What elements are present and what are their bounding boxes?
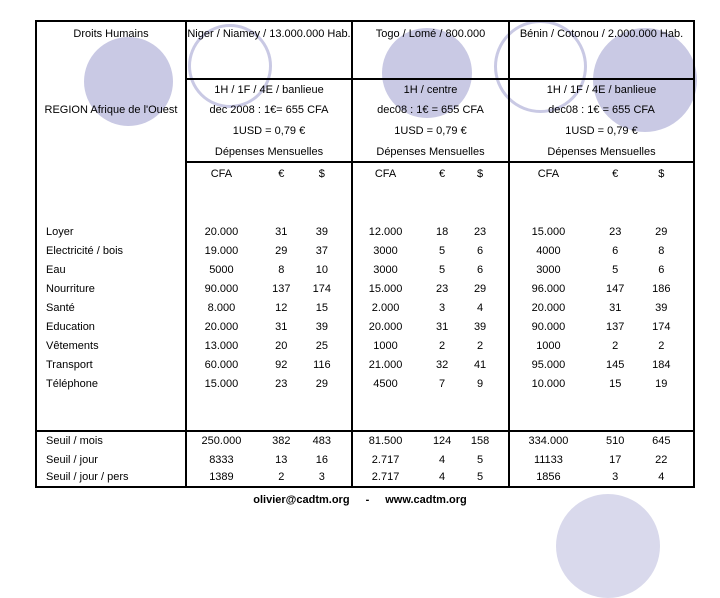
- currency-cfa: CFA: [210, 168, 233, 180]
- value-usd: 6: [477, 264, 484, 276]
- row-values-togo: [353, 356, 510, 375]
- value-eur: 31: [275, 226, 288, 238]
- household-benin: 1H / 1F / 4E / banlieue: [546, 84, 657, 96]
- value-usd: 6: [658, 264, 665, 276]
- value-eur: 510: [606, 435, 625, 447]
- value-cfa: 21.000: [368, 359, 403, 371]
- row-label: Transport: [37, 356, 187, 375]
- row-label: Electricité / bois: [37, 242, 187, 261]
- spacer-cell: [353, 185, 510, 223]
- value-usd: 6: [477, 245, 484, 257]
- value-usd: 25: [315, 340, 328, 352]
- value-eur: 18: [435, 226, 449, 238]
- value-cfa: 20.000: [368, 321, 403, 333]
- value-usd: 2: [477, 340, 484, 352]
- value-cfa: 1389: [209, 471, 234, 483]
- row-label: Téléphone: [37, 375, 187, 394]
- value-cfa: 8.000: [207, 302, 236, 314]
- row-label: Education: [37, 318, 187, 337]
- value-eur: 23: [435, 283, 449, 295]
- rate-usd-niger: 1USD = 0,79 €: [187, 121, 353, 142]
- value-usd: 3: [318, 471, 325, 483]
- value-usd: 184: [652, 359, 671, 371]
- value-cfa: 20.000: [204, 321, 239, 333]
- row-values-niger: [187, 261, 353, 280]
- row-values-benin: [510, 261, 693, 280]
- value-eur: 3: [612, 471, 619, 483]
- value-cfa: 10.000: [531, 378, 566, 390]
- value-cfa: 20.000: [531, 302, 566, 314]
- currency-eur: €: [278, 168, 285, 180]
- value-usd: 8: [658, 245, 665, 257]
- currency-header-niger: [187, 163, 353, 185]
- value-eur: 13: [275, 454, 288, 466]
- row-values-benin: [510, 242, 693, 261]
- row-values-togo: [353, 337, 510, 356]
- value-eur: 31: [609, 302, 622, 314]
- row-values-togo: [353, 261, 510, 280]
- currency-usd: $: [658, 168, 665, 180]
- value-cfa: 4000: [536, 245, 561, 257]
- row-values-benin: [510, 375, 693, 394]
- rate-eur-niger: dec 2008 : 1€= 655 CFA: [187, 100, 353, 121]
- value-usd: 645: [652, 435, 671, 447]
- threshold-row-label: Seuil / jour: [37, 451, 187, 469]
- value-cfa: 81.500: [368, 435, 403, 447]
- value-eur: 92: [275, 359, 288, 371]
- threshold-values-benin: [510, 469, 693, 486]
- value-eur: 8: [278, 264, 285, 276]
- row-values-benin: [510, 318, 693, 337]
- spacer-cell: [510, 394, 693, 432]
- value-cfa: 96.000: [531, 283, 566, 295]
- value-eur: 20: [275, 340, 288, 352]
- value-cfa: 60.000: [204, 359, 239, 371]
- expenses-title-niger: Dépenses Mensuelles: [187, 142, 353, 163]
- value-usd: 16: [315, 454, 328, 466]
- value-usd: 29: [315, 378, 328, 390]
- website-url: www.cadtm.org: [385, 494, 467, 506]
- value-cfa: 1000: [373, 340, 398, 352]
- row-values-benin: [510, 280, 693, 299]
- value-usd: 9: [477, 378, 484, 390]
- currency-cfa: CFA: [537, 168, 560, 180]
- value-usd: 158: [470, 435, 490, 447]
- value-eur: 2: [278, 471, 285, 483]
- row-values-benin: [510, 337, 693, 356]
- household-niger: 1H / 1F / 4E / banlieue: [187, 80, 353, 100]
- row-values-benin: [510, 356, 693, 375]
- rate-eur-togo: dec08 : 1€ = 655 CFA: [353, 100, 510, 121]
- value-cfa: 1000: [536, 340, 561, 352]
- value-eur: 7: [439, 378, 446, 390]
- spacer-cell: [510, 185, 693, 223]
- value-usd: 29: [655, 226, 668, 238]
- value-eur: 5: [439, 264, 446, 276]
- value-eur: 147: [606, 283, 625, 295]
- currency-header-benin: [510, 163, 693, 185]
- row-values-niger: [187, 223, 353, 242]
- value-usd: 4: [477, 302, 484, 314]
- value-usd: 186: [652, 283, 671, 295]
- row-values-togo: [353, 242, 510, 261]
- value-cfa: 3000: [536, 264, 561, 276]
- threshold-row-label: Seuil / mois: [37, 432, 187, 451]
- value-usd: 174: [312, 283, 332, 295]
- value-usd: 29: [473, 283, 487, 295]
- rate-usd-benin: 1USD = 0,79 €: [565, 125, 638, 137]
- column-header-togo: Togo / Lomé / 800.000: [353, 22, 510, 80]
- value-eur: 2: [612, 340, 619, 352]
- value-eur: 23: [609, 226, 622, 238]
- value-usd: 5: [477, 471, 484, 483]
- spacer-cell: [37, 394, 187, 432]
- value-usd: 483: [312, 435, 332, 447]
- value-cfa: 12.000: [368, 226, 403, 238]
- footer: [0, 494, 720, 506]
- column-header-benin: Bénin / Cotonou / 2.000.000 Hab.: [510, 22, 693, 80]
- value-eur: 29: [275, 245, 288, 257]
- value-eur: 23: [275, 378, 288, 390]
- value-eur: 31: [275, 321, 288, 333]
- value-cfa: 15.000: [204, 378, 239, 390]
- threshold-values-niger: [187, 451, 353, 469]
- value-cfa: 11133: [533, 454, 563, 466]
- value-cfa: 2.000: [371, 302, 400, 314]
- value-eur: 15: [609, 378, 622, 390]
- value-usd: 39: [655, 302, 668, 314]
- column-header-niger: Niger / Niamey / 13.000.000 Hab.: [187, 22, 353, 80]
- watermark-circle-icon: [556, 494, 660, 598]
- value-eur: 5: [612, 264, 619, 276]
- row-label: Loyer: [37, 223, 187, 242]
- value-cfa: 2.717: [371, 471, 400, 483]
- value-usd: 19: [655, 378, 668, 390]
- currency-eur: €: [612, 168, 619, 180]
- rate-eur-benin: dec08 : 1€ = 655 CFA: [548, 104, 655, 116]
- row-label: Eau: [37, 261, 187, 280]
- value-eur: 124: [432, 435, 452, 447]
- currency-cfa: CFA: [374, 168, 397, 180]
- value-usd: 116: [313, 359, 331, 371]
- value-cfa: 13.000: [204, 340, 239, 352]
- expenses-table: [35, 20, 695, 488]
- value-eur: 145: [606, 359, 625, 371]
- row-values-niger: [187, 337, 353, 356]
- page-title: Droits Humains: [73, 28, 149, 40]
- row-values-togo: [353, 223, 510, 242]
- row-values-benin: [510, 223, 693, 242]
- value-cfa: 2.717: [371, 454, 400, 466]
- expenses-title-benin: Dépenses Mensuelles: [510, 142, 693, 163]
- currency-usd: $: [318, 168, 325, 180]
- value-cfa: 8333: [209, 454, 234, 466]
- expenses-title-togo: Dépenses Mensuelles: [353, 142, 510, 163]
- row-values-togo: [353, 280, 510, 299]
- value-cfa: 90.000: [531, 321, 566, 333]
- value-cfa: 3000: [373, 245, 398, 257]
- row-values-niger: [187, 375, 353, 394]
- row-label: Santé: [37, 299, 187, 318]
- spacer-cell: [353, 394, 510, 432]
- value-usd: 15: [315, 302, 328, 314]
- currency-usd: $: [477, 168, 484, 180]
- threshold-values-togo: [353, 432, 510, 451]
- threshold-values-togo: [353, 469, 510, 486]
- spacer-cell: [187, 394, 353, 432]
- threshold-values-benin: [510, 432, 693, 451]
- spacer-cell: [187, 185, 353, 223]
- row-values-togo: [353, 375, 510, 394]
- currency-eur: €: [439, 168, 446, 180]
- value-eur: 4: [439, 471, 446, 483]
- row-values-benin: [510, 299, 693, 318]
- value-cfa: 3000: [373, 264, 398, 276]
- value-eur: 4: [439, 454, 446, 466]
- value-eur: 32: [435, 359, 449, 371]
- row-values-niger: [187, 318, 353, 337]
- value-cfa: 15.000: [368, 283, 403, 295]
- value-eur: 31: [435, 321, 449, 333]
- region-label: REGION Afrique de l'Ouest: [44, 104, 178, 116]
- threshold-row-label: Seuil / jour / pers: [37, 469, 187, 486]
- value-cfa: 334.000: [528, 435, 569, 447]
- value-cfa: 1856: [536, 471, 561, 483]
- value-eur: 2: [439, 340, 446, 352]
- row-values-niger: [187, 242, 353, 261]
- footer-separator: -: [365, 494, 370, 506]
- row-values-niger: [187, 280, 353, 299]
- value-cfa: 19.000: [204, 245, 239, 257]
- value-eur: 137: [272, 283, 291, 295]
- row-values-niger: [187, 356, 353, 375]
- value-usd: 2: [658, 340, 665, 352]
- value-usd: 23: [473, 226, 487, 238]
- label-column-header-cell: [37, 22, 187, 223]
- threshold-values-benin: [510, 451, 693, 469]
- threshold-values-niger: [187, 469, 353, 486]
- value-eur: 12: [275, 302, 288, 314]
- row-values-niger: [187, 299, 353, 318]
- row-values-togo: [353, 299, 510, 318]
- contact-email: olivier@cadtm.org: [253, 494, 350, 506]
- value-usd: 5: [477, 454, 484, 466]
- value-cfa: 90.000: [204, 283, 239, 295]
- value-eur: 5: [439, 245, 446, 257]
- row-label: Nourriture: [37, 280, 187, 299]
- row-values-togo: [353, 318, 510, 337]
- value-cfa: 250.000: [201, 435, 242, 447]
- value-cfa: 95.000: [531, 359, 566, 371]
- value-eur: 17: [609, 454, 622, 466]
- value-cfa: 5000: [209, 264, 234, 276]
- value-usd: 41: [473, 359, 487, 371]
- value-eur: 382: [272, 435, 291, 447]
- threshold-values-niger: [187, 432, 353, 451]
- value-cfa: 15.000: [531, 226, 566, 238]
- value-usd: 174: [652, 321, 671, 333]
- value-cfa: 20.000: [204, 226, 239, 238]
- value-usd: 39: [315, 226, 328, 238]
- value-usd: 39: [473, 321, 487, 333]
- value-usd: 37: [315, 245, 328, 257]
- currency-header-togo: [353, 163, 510, 185]
- value-cfa: 4500: [373, 378, 398, 390]
- row-label: Vêtements: [37, 337, 187, 356]
- value-usd: 39: [315, 321, 328, 333]
- value-usd: 4: [658, 471, 665, 483]
- rate-usd-togo: 1USD = 0,79 €: [353, 121, 510, 142]
- value-eur: 137: [606, 321, 625, 333]
- value-eur: 3: [439, 302, 446, 314]
- value-eur: 6: [612, 245, 619, 257]
- value-usd: 10: [315, 264, 328, 276]
- value-usd: 22: [655, 454, 668, 466]
- threshold-values-togo: [353, 451, 510, 469]
- household-togo: 1H / centre: [353, 80, 510, 100]
